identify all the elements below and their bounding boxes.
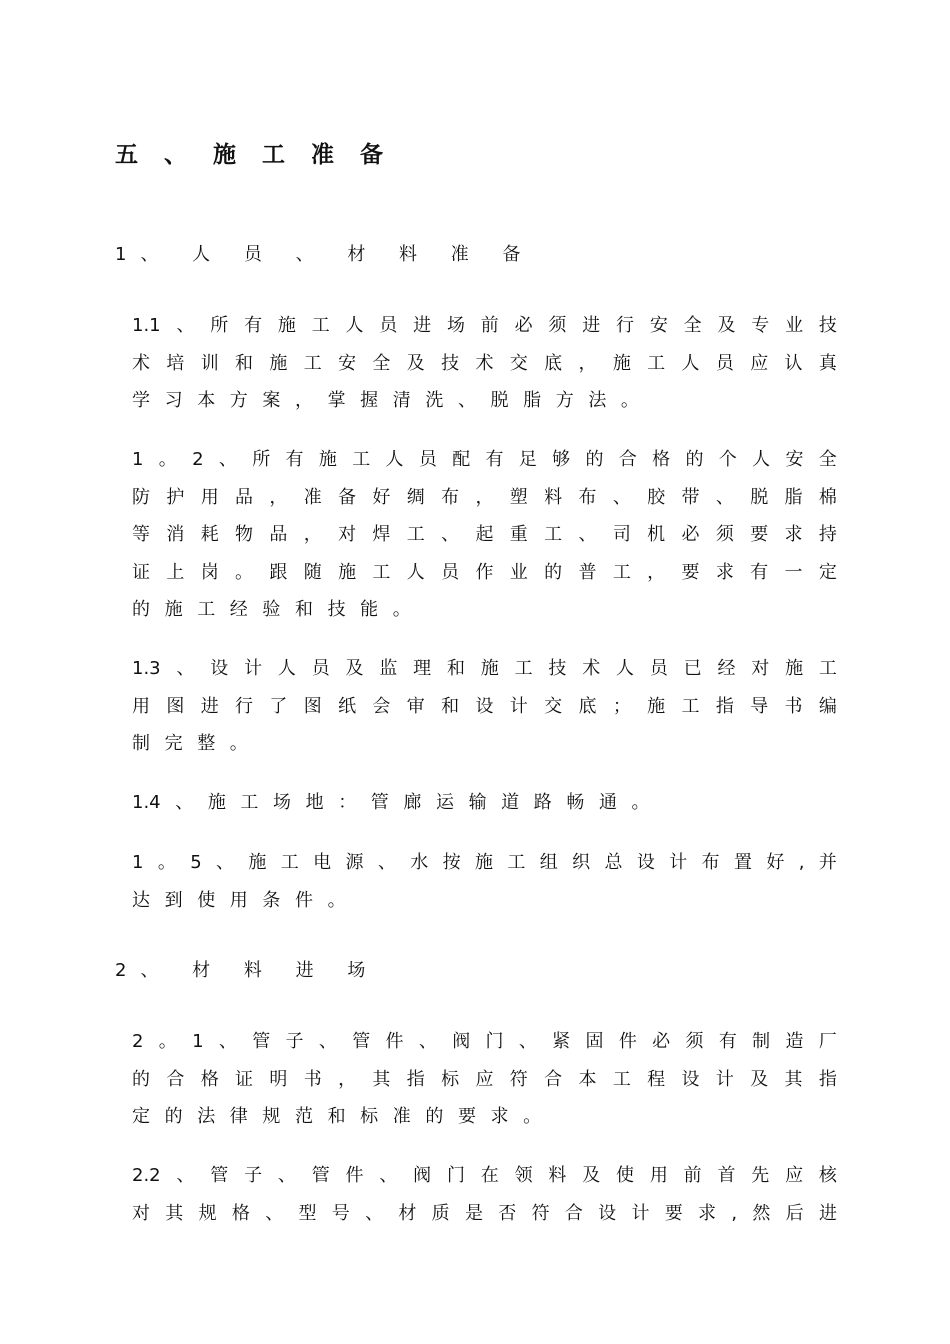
page-title: 五 、 施 工 准 备 bbox=[115, 142, 393, 168]
text-line: 对 其 规 格 、 型 号 、 材 质 是 否 符 合 设 计 要 求 , 然 后 进 bbox=[132, 1202, 837, 1224]
text-line: 证 上 岗 。 跟 随 施 工 人 员 作 业 的 普 工 ， 要 求 有 一 定 bbox=[132, 561, 837, 583]
text-line: 制 完 整 。 bbox=[132, 733, 248, 754]
text-line: 学 习 本 方 案 ， 掌 握 清 洗 、 脱 脂 方 法 。 bbox=[132, 390, 639, 411]
text-line: 达 到 使 用 条 件 。 bbox=[132, 889, 346, 911]
text-line: 防 护 用 品 ， 准 备 好 绸 布 ， 塑 料 布 、 胶 带 、 脱 脂 棉 bbox=[132, 486, 837, 508]
text-line: 2.2 、 管 子 、 管 件 、 阀 门 在 领 料 及 使 用 前 首 先 应 核 bbox=[132, 1165, 837, 1186]
paragraph-1-2 bbox=[132, 441, 837, 629]
section-heading-2: 2、 材 料 进 场 bbox=[115, 960, 380, 981]
text-line: 等 消 耗 物 品 ， 对 焊 工 、 起 重 工 、 司 机 必 须 要 求 持 bbox=[132, 524, 837, 545]
text-line: 1.4 、 施 工 场 地 ： 管 廊 运 输 道 路 畅 通 。 bbox=[132, 792, 650, 813]
text-line: 定 的 法 律 规 范 和 标 准 的 要 求 。 bbox=[132, 1106, 542, 1127]
text-line: 的 施 工 经 验 和 技 能 。 bbox=[132, 599, 411, 620]
paragraph-1-3 bbox=[132, 650, 837, 763]
paragraph-1-4 bbox=[132, 784, 837, 822]
paragraph-1-1 bbox=[132, 307, 837, 420]
text-line: 的 合 格 证 明 书 ， 其 指 标 应 符 合 本 工 程 设 计 及 其 指 bbox=[132, 1068, 837, 1090]
section-heading-1: 1、 人 员 、 材 料 准 备 bbox=[115, 244, 535, 265]
text-line: 术 培 训 和 施 工 安 全 及 技 术 交 底 ， 施 工 人 员 应 认 真 bbox=[132, 352, 837, 374]
paragraph-2-1 bbox=[132, 1023, 837, 1136]
paragraph-1-5 bbox=[132, 844, 837, 919]
text-line: 用 图 进 行 了 图 纸 会 审 和 设 计 交 底 ； 施 工 指 导 书 编 bbox=[132, 695, 837, 717]
text-line: 1 。 5 、 施 工 电 源 、 水 按 施 工 组 织 总 设 计 布 置 好 , 并 bbox=[132, 852, 837, 873]
text-line: 1 。 2 、 所 有 施 工 人 员 配 有 足 够 的 合 格 的 个 人 安 全 bbox=[132, 449, 837, 470]
paragraph-2-2 bbox=[132, 1157, 837, 1232]
text-line: 2 。 1 、 管 子 、 管 件 、 阀 门 、 紧 固 件 必 须 有 制 造 厂 bbox=[132, 1031, 837, 1052]
text-line: 1.3 、 设 计 人 员 及 监 理 和 施 工 技 术 人 员 已 经 对 施 工 bbox=[132, 658, 837, 679]
text-line: 1.1 、 所 有 施 工 人 员 进 场 前 必 须 进 行 安 全 及 专 业 技 bbox=[132, 315, 837, 336]
